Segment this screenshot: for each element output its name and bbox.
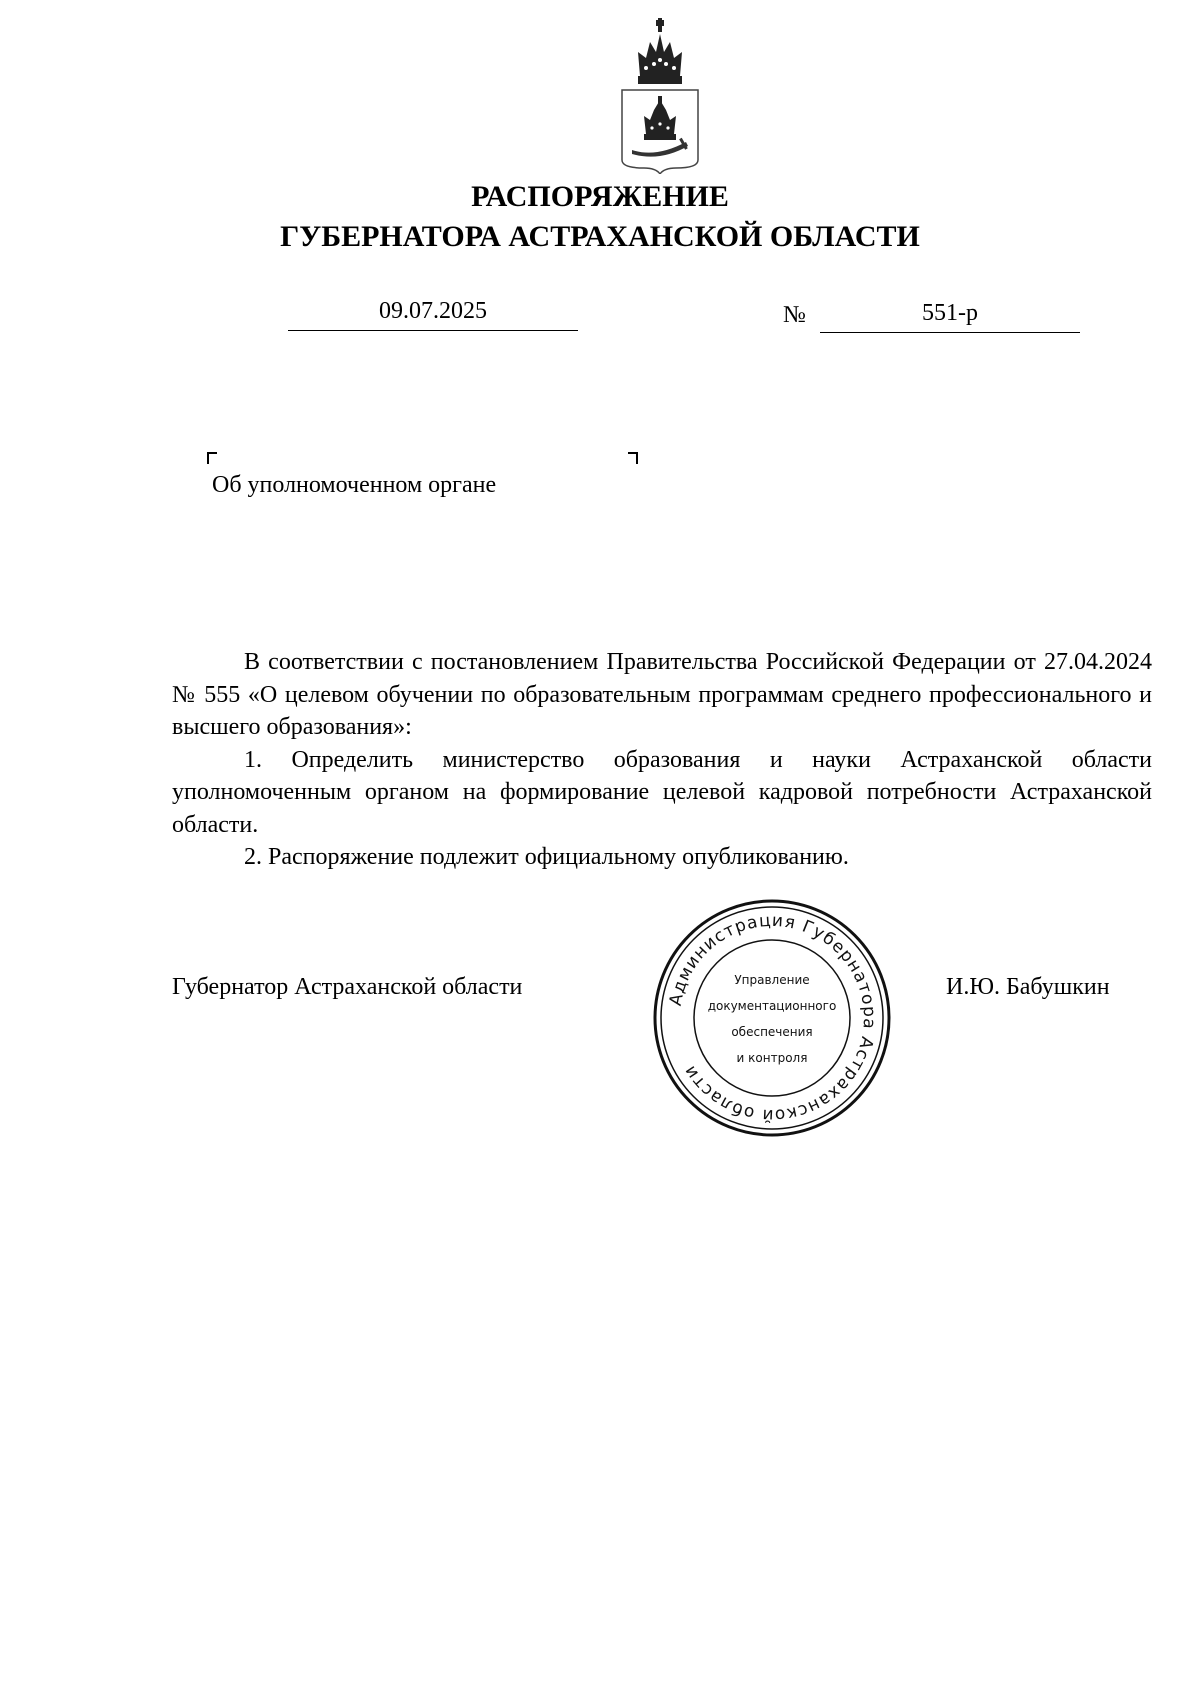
number-underline bbox=[820, 332, 1080, 333]
svg-text:Администрация Губернатора Астр bbox=[666, 911, 879, 1125]
document-type-title: РАСПОРЯЖЕНИЕ bbox=[471, 180, 729, 213]
issuer-title: ГУБЕРНАТОРА АСТРАХАНСКОЙ ОБЛАСТИ bbox=[280, 220, 920, 253]
seal-inner-line-1: Управление bbox=[734, 973, 810, 987]
coat-of-arms-icon bbox=[616, 18, 704, 174]
body-paragraph-item-1: 1. Определить министерство образования и науки Астраханской области уполномоченным органом на формирование целевой кадровой потребности Астраханской области. bbox=[172, 746, 1152, 838]
seal-inner-line-3: обеспечения bbox=[731, 1025, 813, 1039]
document-date: 09.07.2025 bbox=[379, 298, 487, 324]
seal-inner-line-4: и контроля bbox=[736, 1051, 808, 1065]
seal-inner-line-2: документационного bbox=[707, 999, 837, 1013]
date-underline bbox=[288, 330, 578, 331]
body-paragraph-item-2: 2. Распоряжение подлежит официальному опубликованию. bbox=[244, 844, 849, 870]
seal-outer-text: Администрация Губернатора Астраханской области bbox=[665, 910, 880, 1126]
signatory-position: Губернатор Астраханской области bbox=[172, 974, 523, 1000]
number-sign: № bbox=[783, 302, 806, 328]
document-number: 551-р bbox=[922, 300, 978, 326]
document-body bbox=[172, 646, 1152, 874]
subject-corner-right bbox=[628, 452, 638, 464]
body-paragraph-preamble: В соответствии с постановлением Правительства Российской Федерации от 27.04.2024 № 555 «О целевом обучении по образовательным программам среднего профессионального и высшего образования»: bbox=[172, 649, 1152, 740]
document-subject: Об уполномоченном органе bbox=[212, 472, 497, 498]
official-seal-stamp bbox=[650, 898, 894, 1138]
subject-corner-left bbox=[207, 452, 217, 464]
signatory-name: И.Ю. Бабушкин bbox=[946, 974, 1110, 1000]
